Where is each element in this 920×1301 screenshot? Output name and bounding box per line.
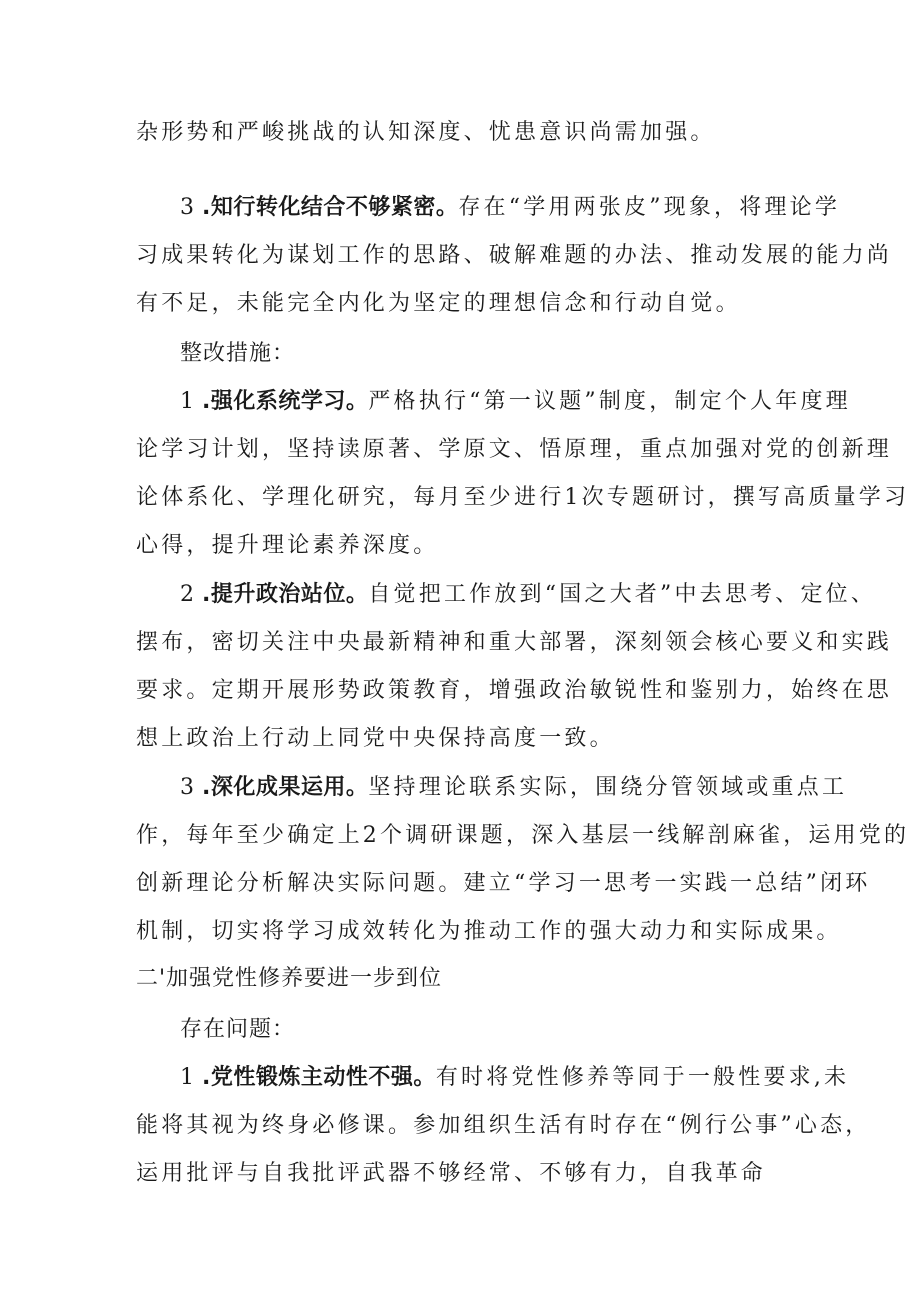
body-text: 作，每年至少确定上2个调研课题，深入基层一线解剖麻雀，运用党的 [136,823,910,848]
item-number: 1 [180,389,202,414]
measure-1-line-1 [180,387,851,417]
paragraph-line [136,1159,796,1189]
paragraph-line [136,289,796,319]
paragraph-line [136,1111,871,1141]
section-2-heading [136,964,796,994]
item-title: .党性锻炼主动性不强。 [202,1065,436,1090]
paragraph-line [136,917,842,947]
body-text: 创新理论分析解决实际问题。建立“学习一思考一实践一总结”闭环 [136,871,871,896]
body-text: 严格执行“第一议题”制度，制定个人年度理 [368,389,851,414]
body-text: 心得，提升理论素养深度。 [136,533,439,558]
measures-heading [180,339,840,369]
paragraph-line [136,531,796,561]
problems-heading [180,1015,840,1045]
body-text: 论学习计划，坚持读原著、学原文、悟原理，重点加强对党的创新理 [136,437,893,462]
body-text: 摆布，密切关注中央最新精神和重大部署，深刻领会核心要义和实践 [136,630,893,655]
paragraph-line [136,724,796,754]
body-text: 杂形势和严峻挑战的认知深度、忧患意识尚需加强。 [136,120,716,145]
body-text: 运用批评与自我批评武器不够经常、不够有力，自我革命 [136,1161,767,1186]
body-text: 坚持理论联系实际，围绕分管领域或重点工 [368,775,848,800]
body-text: 能将其视为终身必修课。参加组织生活有时存在“例行公事”心态， [136,1113,871,1138]
item-number: 3 [180,195,202,220]
paragraph-line [136,483,910,513]
body-text: 自觉把工作放到“国之大者”中去思考、定位、 [368,582,877,607]
paragraph-line [136,118,796,148]
item-number: 1 [180,1065,202,1090]
paragraph-line [136,676,893,706]
body-text: 要求。定期开展形势政策教育，增强政治敏锐性和鉴别力，始终在思 [136,678,893,703]
paragraph-line [136,241,893,271]
body-text: 存在“学用两张皮”现象，将理论学 [458,195,841,220]
problem-3-line-1 [180,193,841,223]
item-title: .知行转化结合不够紧密。 [202,195,459,220]
problem-1-line-1 [180,1063,850,1093]
paragraph-line [136,628,893,658]
paragraph-line [136,435,893,465]
body-text: 有时将党性修养等同于一般性要求,未 [435,1065,850,1090]
item-title: .深化成果运用。 [202,775,369,800]
item-number: 3 [180,775,202,800]
body-text: 想上政治上行动上同党中央保持高度一致。 [136,726,615,751]
heading-text: 二'加强党性修养要进一步到位 [136,966,443,991]
measure-3-line-1 [180,773,848,803]
paragraph-line [136,869,871,899]
item-title: .提升政治站位。 [202,582,369,607]
measure-2-line-1 [180,580,877,610]
body-text: 习成果转化为谋划工作的思路、破解难题的办法、推动发展的能力尚 [136,243,893,268]
item-title: .强化系统学习。 [202,389,369,414]
body-text: 论体系化、学理化研究，每月至少进行1次专题研讨，撰写高质量学习 [136,485,910,510]
item-number: 2 [180,582,202,607]
heading-text: 整改措施： [180,341,296,366]
body-text: 有不足，未能完全内化为坚定的理想信念和行动自觉。 [136,291,741,316]
paragraph-line [136,821,910,851]
heading-text: 存在问题： [180,1017,296,1042]
body-text: 机制，切实将学习成效转化为推动工作的强大动力和实际成果。 [136,919,842,944]
